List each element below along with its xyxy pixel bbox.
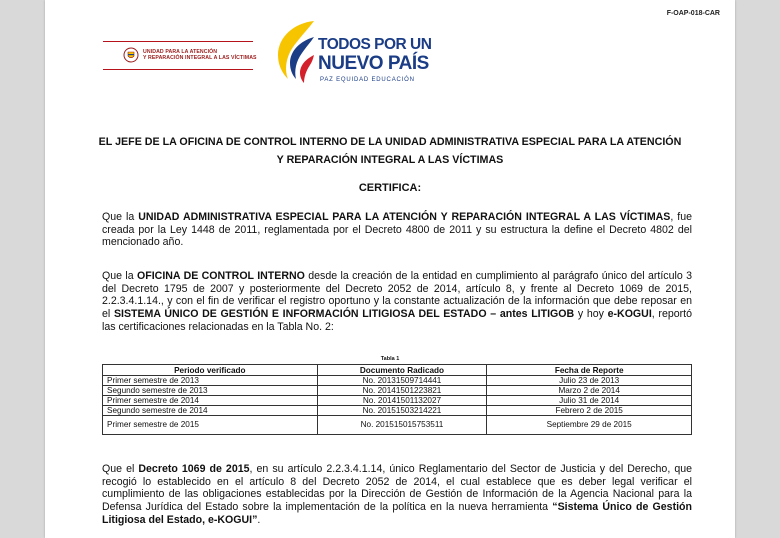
entity-name <box>143 49 257 61</box>
table-header-row <box>103 365 692 376</box>
p1-text-2: , fue creada por la Ley 1448 de 2011, reglamentada por el Decreto 4800 de 2011 y su estructura la define el Decreto 4802 del mencionado año. <box>102 211 692 249</box>
paragraph-control-office <box>102 270 692 334</box>
document-heading <box>75 133 705 169</box>
logo-rule-bottom <box>103 69 253 70</box>
coat-of-arms-icon <box>123 47 139 63</box>
heading-line1: EL JEFE DE LA OFICINA DE CONTROL INTERNO DE LA UNIDAD ADMINISTRATIVA ESPECIAL PARA LA ATENCIÓN <box>98 136 682 148</box>
cell-documento: No. 20141501223821 <box>317 386 487 396</box>
cell-documento: No. 201515015753511 <box>317 416 487 435</box>
paragraph-entity-creation <box>102 211 692 249</box>
paragraph-decree-1069 <box>102 463 692 527</box>
header-documento: Documento Radicado <box>317 365 487 376</box>
p2-bold-office: OFICINA DE CONTROL INTERNO <box>137 270 305 282</box>
p3-bold-system: “Sistema Único de Gestión Litigiosa del Estado, e-KOGUI” <box>102 501 692 526</box>
government-slogan-line1: TODOS POR UN <box>318 36 432 53</box>
p1-bold-entity: UNIDAD ADMINISTRATIVA ESPECIAL PARA LA ATENCIÓN Y REPARACIÓN INTEGRAL A LAS VÍCTIMAS <box>138 211 671 223</box>
cell-fecha: Julio 31 de 2014 <box>487 396 692 406</box>
cell-fecha: Febrero 2 de 2015 <box>487 406 692 416</box>
cell-documento: No. 20141501132027 <box>317 396 487 406</box>
cell-periodo: Primer semestre de 2015 <box>103 416 318 435</box>
entity-logo <box>103 40 258 70</box>
government-tagline: PAZ EQUIDAD EDUCACIÓN <box>320 77 415 83</box>
p2-text-3: y hoy <box>574 308 608 321</box>
cell-periodo: Primer semestre de 2014 <box>103 396 318 406</box>
table-row <box>103 376 692 386</box>
document-page <box>45 0 735 538</box>
p1-text-1: Que la <box>102 211 139 223</box>
p2-bold-system: SISTEMA ÚNICO DE GESTIÓN E INFORMACIÓN LITIGIOSA DEL ESTADO – antes LITIGOB <box>113 308 575 321</box>
p2-text-1: Que la <box>102 270 138 282</box>
header-periodo: Periodo verificado <box>103 365 318 376</box>
p3-text-3: . <box>257 513 261 526</box>
government-swoosh-icon <box>270 15 318 90</box>
table-row <box>103 396 692 406</box>
certifica-title: CERTIFICA: <box>358 182 422 194</box>
entity-name-line1: UNIDAD PARA LA ATENCIÓN <box>143 49 218 55</box>
table-title: Tabla 1 <box>380 356 400 362</box>
p3-bold-decree: Decreto 1069 de 2015 <box>138 463 250 475</box>
p3-text-2: , en su artículo 2.2.3.4.1.14, único Reglamentario del Sector de Justicia y del Derecho, que recogió lo establecido en el artículo 8 del Decreto 2052 de 2014, el cual establece que es deber legal verificar el cumplimiento de las obligaciones establecidas por la Dirección de Gestión de Información de la Agencia Nacional para la Defensa Jurídica del Estado sobre la implementación de la política en la nueva herramienta <box>102 463 692 514</box>
cell-documento: No. 20131509714441 <box>317 376 487 386</box>
table-row <box>103 386 692 396</box>
cell-fecha: Septiembre 29 de 2015 <box>487 416 692 435</box>
p2-bold-ekogui: e-KOGUI <box>607 308 652 321</box>
government-slogan-line2: NUEVO PAÍS <box>318 53 429 74</box>
cell-documento: No. 20151503214221 <box>317 406 487 416</box>
government-logo <box>270 15 430 90</box>
logo-rule-top <box>103 41 253 42</box>
cell-fecha: Marzo 2 de 2014 <box>487 386 692 396</box>
cell-periodo: Primer semestre de 2013 <box>103 376 318 386</box>
cell-fecha: Julio 23 de 2013 <box>487 376 692 386</box>
p2-text-2: desde la creación de la entidad en cumplimiento al parágrafo único del artículo 3 del Decreto 1795 de 2007 y posteriormente del Decreto 2052 de 2014, artículo 8, y frente al Decreto 1069 de 2015, 2.2.3.4.1.14., y con el fin de verificar el registro oportuno y la constante actualización de la información que debe reposar en el <box>102 270 692 321</box>
entity-name-line2: Y REPARACIÓN INTEGRAL A LAS VÍCTIMAS <box>143 55 257 61</box>
cell-periodo: Segundo semestre de 2014 <box>103 406 318 416</box>
p2-text-4: , reportó las certificaciones relacionadas en la Tabla No. 2: <box>102 308 692 333</box>
table-row <box>103 416 692 435</box>
heading-line2: Y REPARACIÓN INTEGRAL A LAS VÍCTIMAS <box>276 154 504 166</box>
cell-periodo: Segundo semestre de 2013 <box>103 386 318 396</box>
certifications-table <box>102 364 692 435</box>
document-code: F-OAP-018-CAR <box>666 10 720 17</box>
header-fecha: Fecha de Reporte <box>487 365 692 376</box>
p3-text-1: Que el <box>102 463 139 475</box>
table-row <box>103 406 692 416</box>
